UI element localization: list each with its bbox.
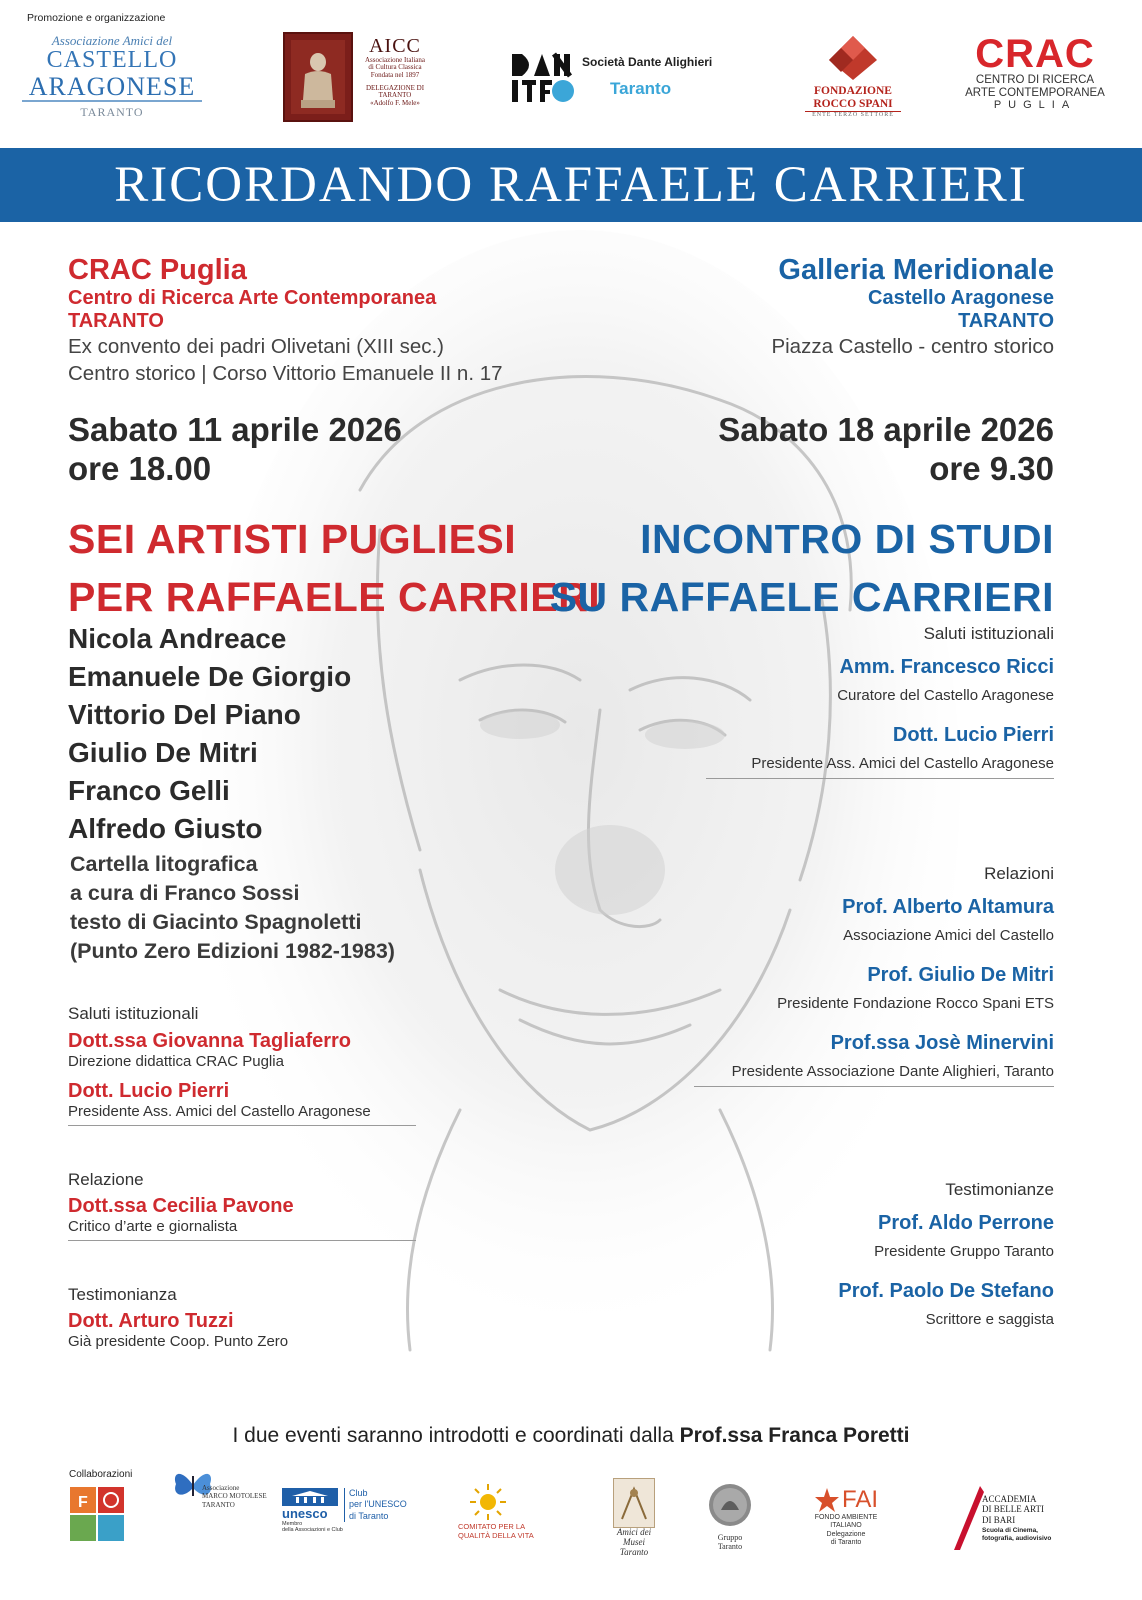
collaborations-label: Collaborazioni [69, 1469, 133, 1480]
left-venue-sub2: TARANTO [68, 310, 164, 332]
dante-logo-icon [512, 50, 574, 102]
coordinator-note [0, 1424, 1142, 1448]
crac-logo-line1: CENTRO DI RICERCA [975, 74, 1095, 86]
left-saluti-label: Saluti istituzionali [68, 1004, 199, 1023]
right-time: ore 9.30 [929, 450, 1054, 487]
artist-name: Vittorio Del Piano [68, 699, 301, 730]
musei-logo-line2: Musei [623, 1536, 645, 1547]
right-date-block [718, 410, 1054, 488]
left-date: Sabato 11 aprile 2026 [68, 411, 402, 448]
unesco-name: unesco [282, 1506, 328, 1521]
aicc-logo-line5: «Adolfo F. Mele» [370, 98, 420, 107]
person-name: Dott.ssa Cecilia Pavone [68, 1195, 294, 1217]
person-name: Dott. Lucio Pierri [892, 724, 1054, 746]
person-name: Prof. Paolo De Stefano [838, 1280, 1054, 1302]
left-relazione [68, 1170, 416, 1241]
left-venue-sub1: Centro di Ricerca Arte Contemporanea [68, 287, 437, 309]
castello-logo-line4: TARANTO [80, 105, 144, 120]
rocco-spani-logo [805, 34, 901, 118]
artists-list [68, 620, 351, 848]
accademia-slash-icon [946, 1484, 986, 1554]
fai-star-icon [814, 1487, 840, 1513]
unesco-club-line3: di Taranto [349, 1510, 389, 1521]
crac-logo-line2: ARTE CONTEMPORANEA [965, 86, 1105, 99]
comitato-qualita-logo [458, 1482, 578, 1540]
unesco-club-line1: Club [349, 1488, 368, 1498]
dante-logo-city: Taranto [610, 79, 672, 98]
right-venue-addr1: Piazza Castello - centro storico [771, 335, 1054, 358]
title-banner [0, 148, 1142, 222]
cartella-line: Cartella litografica [70, 852, 258, 876]
person-name: Amm. Francesco Ricci [839, 656, 1054, 678]
sun-flower-icon [458, 1482, 518, 1522]
castello-logo-line2: CASTELLO [46, 46, 178, 73]
fai-name: FAI [841, 1486, 878, 1513]
dante-logo-name: Società Dante Alighieri [582, 55, 713, 69]
accademia-logo-line5: fotografia, audiovisivo [982, 1534, 1052, 1542]
divider [68, 1240, 416, 1241]
crac-logo-line3: PUGLIA [993, 99, 1077, 112]
left-testimonianza [68, 1285, 416, 1350]
aicc-logo-line4: DELEGAZIONE DI TARANTO [365, 84, 425, 100]
left-venue-name: CRAC Puglia [68, 254, 247, 286]
amici-musei-logo [610, 1478, 658, 1558]
castello-logo-line3: ARAGONESE [22, 73, 202, 102]
coordinator-name: Prof.ssa Franca Poretti [679, 1424, 910, 1447]
person-role: Associazione Amici del Castello [843, 927, 1054, 944]
cartella-line: a cura di Franco Sossi [70, 881, 300, 905]
person-role: Presidente Associazione Dante Alighieri, Taranto [731, 1063, 1054, 1080]
right-title-line1: INCONTRO DI STUDI [640, 516, 1054, 562]
person-role: Scrittore e saggista [925, 1311, 1054, 1328]
musei-logo-line3: Taranto [619, 1546, 649, 1557]
fai-logo-line2: ITALIANO [830, 1522, 862, 1530]
right-venue [771, 254, 1054, 360]
unesco-club-line2: per l'UNESCO [349, 1499, 407, 1510]
aicc-logo-title: AICC [369, 35, 421, 57]
person-role: Presidente Fondazione Rocco Spani ETS [777, 995, 1054, 1012]
divider [706, 778, 1054, 779]
artist-name: Giulio De Mitri [68, 737, 258, 768]
cartella-info [70, 850, 395, 966]
aicc-statue-image [283, 32, 353, 122]
person-role: Curatore del Castello Aragonese [837, 687, 1054, 704]
left-date-block [68, 410, 402, 488]
banner-title: RICORDANDO RAFFAELE CARRIERI [114, 157, 1028, 213]
unesco-sub2: della Associazioni e Club [282, 1527, 343, 1533]
unesco-temple-icon [282, 1488, 338, 1506]
left-title-line2: PER RAFFAELE CARRIERI [68, 574, 601, 620]
castello-logo-line1: Associazione Amici del [51, 33, 173, 48]
artist-name: Alfredo Giusto [68, 813, 263, 844]
left-venue [68, 254, 503, 387]
coordinator-note-text: I due eventi saranno introdotti e coordinati dalla [232, 1424, 680, 1447]
person-role: Presidente Ass. Amici del Castello Aragonese [68, 1103, 371, 1120]
fai-logo-line1: FONDO AMBIENTE [814, 1514, 878, 1521]
right-date: Sabato 18 aprile 2026 [718, 411, 1054, 448]
person-role: Già presidente Coop. Punto Zero [68, 1333, 289, 1350]
comitato-logo-line2: QUALITÀ DELLA VITA [458, 1530, 534, 1540]
marco-logo-line2: MARCO MOTOLESE [202, 1492, 267, 1501]
rocco-logo-line1: FONDAZIONE [814, 85, 892, 97]
musei-drawing-icon [613, 1478, 655, 1528]
left-relazione-label: Relazione [68, 1170, 144, 1189]
fai-logo [806, 1486, 886, 1548]
left-testimonianza-label: Testimonianza [68, 1285, 177, 1304]
right-event-title [550, 510, 1054, 626]
castello-aragonese-logo [22, 34, 202, 119]
artist-name: Emanuele De Giorgio [68, 661, 352, 692]
accademia-logo-line3: DI BARI [982, 1514, 1016, 1525]
right-saluti [706, 624, 1054, 779]
marco-logo-line1: Associazione [202, 1484, 240, 1492]
fondazione-f-logo [69, 1486, 125, 1547]
right-relazioni [694, 864, 1054, 1087]
person-name: Prof. Alberto Altamura [842, 896, 1054, 918]
right-venue-sub1: Castello Aragonese [868, 287, 1054, 309]
promo-label: Promozione e organizzazione [27, 12, 166, 24]
aicc-logo [352, 36, 438, 107]
aicc-logo-line2: di Cultura Classica [368, 63, 422, 72]
crac-logo-title: CRAC [975, 32, 1095, 76]
svg-text:F: F [78, 1494, 88, 1511]
statue-icon [285, 34, 351, 120]
left-venue-addr2: Centro storico | Corso Vittorio Emanuele II n. 17 [68, 362, 503, 385]
right-testimonianze-label: Testimonianze [945, 1180, 1054, 1199]
person-name: Dott. Lucio Pierri [68, 1080, 230, 1102]
accademia-logo-line2: DI BELLE ARTI [982, 1504, 1044, 1515]
right-testimonianze [706, 1180, 1054, 1328]
accademia-logo-line1: ACCADEMIA [982, 1494, 1037, 1504]
person-name: Prof. Giulio De Mitri [867, 964, 1054, 986]
fai-logo-line3: Delegazione [826, 1530, 866, 1538]
right-relazioni-label: Relazioni [984, 864, 1054, 883]
aicc-logo-line3: Fondata nel 1897 [370, 70, 420, 79]
unesco-club-logo [282, 1488, 407, 1533]
artist-name: Nicola Andreace [68, 623, 287, 654]
left-saluti [68, 1004, 416, 1126]
dante-alighieri-logo [582, 55, 712, 99]
aicc-logo-line1: Associazione Italiana [364, 56, 426, 64]
accademia-bari-logo [946, 1484, 1076, 1559]
person-name: Prof.ssa Josè Minervini [830, 1032, 1054, 1054]
person-role: Presidente Ass. Amici del Castello Aragonese [751, 755, 1054, 772]
left-venue-addr1: Ex convento dei padri Olivetani (XIII sec.) [68, 335, 445, 358]
divider [68, 1125, 416, 1126]
coin-icon [707, 1482, 753, 1528]
cartella-line: (Punto Zero Edizioni 1982-1983) [70, 939, 395, 963]
right-venue-sub2: TARANTO [958, 310, 1054, 332]
rocco-spani-diamond-icon [805, 34, 901, 80]
person-role: Presidente Gruppo Taranto [874, 1243, 1054, 1260]
four-square-logo-icon [69, 1486, 125, 1542]
left-event-title [68, 510, 600, 626]
fai-logo-line4: di Taranto [830, 1539, 862, 1547]
artist-name: Franco Gelli [68, 775, 230, 806]
person-name: Dott. Arturo Tuzzi [68, 1310, 234, 1332]
right-venue-name: Galleria Meridionale [778, 254, 1054, 286]
right-title-line2: SU RAFFAELE CARRIERI [549, 574, 1054, 620]
divider [694, 1086, 1054, 1087]
gruppo-logo-line2: Taranto [717, 1542, 743, 1552]
gruppo-taranto-logo [705, 1482, 755, 1551]
person-role: Direzione didattica CRAC Puglia [68, 1053, 284, 1070]
cartella-line: testo di Giacinto Spagnoletti [70, 910, 362, 934]
right-saluti-label: Saluti istituzionali [923, 624, 1054, 643]
left-time: ore 18.00 [68, 450, 212, 487]
musei-logo-line1: Amici dei [616, 1527, 652, 1537]
crac-logo [960, 34, 1110, 111]
comitato-logo-line1: COMITATO PER LA [458, 1522, 526, 1531]
accademia-logo-line4: Scuola di Cinema, [982, 1527, 1038, 1535]
gruppo-logo-line1: Gruppo [717, 1533, 743, 1542]
marco-motolese-logo [170, 1462, 270, 1513]
left-title-line1: SEI ARTISTI PUGLIESI [68, 516, 517, 562]
unesco-sub1: Membro [282, 1521, 303, 1527]
person-name: Dott.ssa Giovanna Tagliaferro [68, 1030, 352, 1052]
rocco-logo-line2: ROCCO SPANI [805, 98, 901, 112]
rocco-logo-line3: ENTE TERZO SETTORE [812, 112, 894, 119]
marco-logo-line3: TARANTO [202, 1500, 235, 1509]
person-role: Critico d’arte e giornalista [68, 1218, 238, 1235]
person-name: Prof. Aldo Perrone [878, 1212, 1054, 1234]
